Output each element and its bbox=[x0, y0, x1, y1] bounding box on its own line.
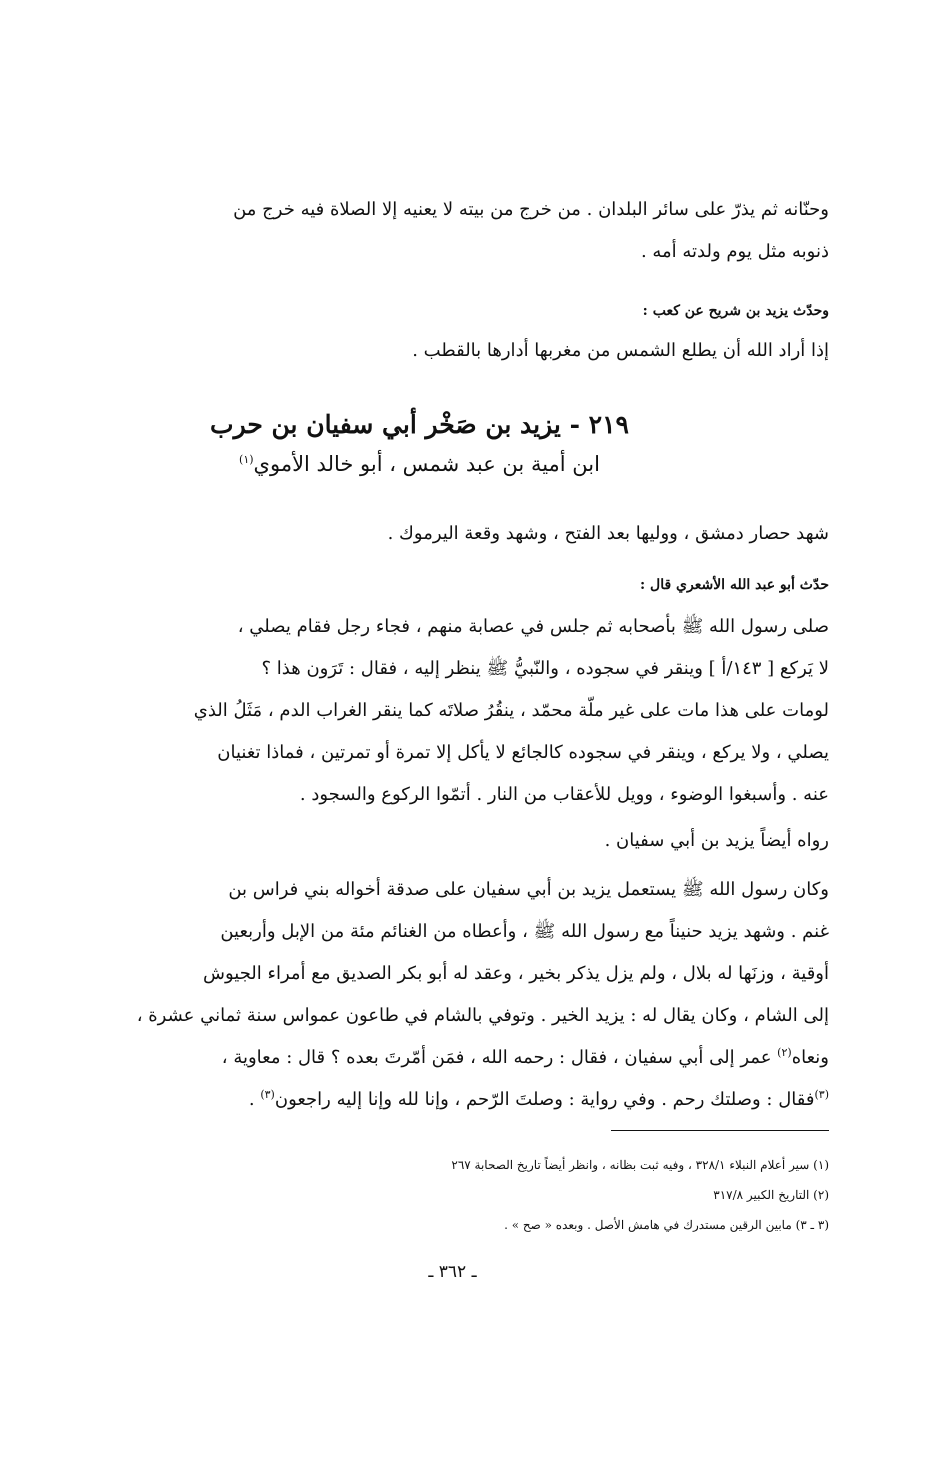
paragraph-text: عمر إلى أبي سفيان ، فقال : رحمه الله ، فمَن أمّرتَ بعده ؟ قال : معاوية ، bbox=[221, 1047, 778, 1068]
footnote: (٢) التاريخ الكبير ٣١٧/٨ bbox=[713, 1188, 829, 1202]
quote-line: إذا أراد الله أن يطلع الشمس من مغربها أدارها بالقطب . bbox=[412, 340, 829, 361]
paragraph-line: وحنّانه ثم يذرّ على سائر البلدان . من خرج من بيته لا يعنيه إلا الصلاة فيه خرج من bbox=[233, 199, 829, 220]
paragraph-text: فقال : وصلتك رحم . وفي رواية : وصلتَ الرّحم ، وإنا لله وإنا إليه راجعون bbox=[274, 1089, 815, 1110]
isnad-line: وحدّث يزيد بن شريح عن كعب : bbox=[642, 303, 829, 319]
footnote: (١) سير أعلام النبلاء ٣٢٨/١ ، وفيه ثبت بظانه ، وانظر أيضاً تاريخ الصحابة ٢٦٧ bbox=[451, 1158, 829, 1172]
footnote: (٣ ـ ٣) مابين الرقين مستدرك في هامش الأصل . وبعده « صح » . bbox=[504, 1218, 829, 1232]
top-paragraph bbox=[137, 189, 829, 273]
hadith-paragraph bbox=[137, 606, 829, 816]
closing-paragraph bbox=[137, 869, 829, 1121]
riwaya-line: رواه أيضاً يزيد بن أبي سفيان . bbox=[604, 830, 829, 851]
paragraph-text: . bbox=[248, 1089, 261, 1110]
footnote-marker: (٣) bbox=[260, 1088, 275, 1101]
paragraph-line bbox=[137, 1037, 829, 1079]
entry-subtitle bbox=[120, 452, 719, 476]
paragraph-line: عنه . وأسبغوا الوضوء ، وويل للأعقاب من النار . أتمّوا الركوع والسجود . bbox=[299, 784, 829, 805]
entry-subtitle-text: ابن أمية بن عبد شمس ، أبو خالد الأموي bbox=[253, 452, 600, 476]
paragraph-text: ونعاه bbox=[791, 1047, 829, 1068]
entry-title: ٢١٩ - يزيد بن صَخْر أبي سفيان بن حرب bbox=[210, 410, 629, 439]
paragraph-line: يصلي ، ولا يركع ، وينقر في سجوده كالجائع لا يأكل إلا تمرة أو تمرتين ، فماذا تغنيان bbox=[217, 742, 829, 763]
paragraph-line: صلى رسول الله ﷺ بأصحابه ثم جلس في عصابة منهم ، فجاء رجل فقام يصلي ، bbox=[237, 616, 829, 637]
paragraph-line: وكان رسول الله ﷺ يستعمل يزيد بن أبي سفيان على صدقة أخواله بني فراس بن bbox=[228, 879, 829, 900]
footnotes bbox=[137, 1150, 829, 1240]
footnote-divider bbox=[611, 1130, 829, 1131]
isnad-line: حدّث أبو عبد الله الأشعري قال : bbox=[639, 577, 829, 593]
paragraph-line: لومات على هذا مات على غير ملّة محمّد ، ينقُرُ صلاتَه كما ينقر الغراب الدم ، مَثَلُ الذي bbox=[193, 700, 829, 721]
paragraph-line bbox=[137, 1079, 829, 1121]
paragraph-line: لا يَركع [ ١٤٣/أ ] وينقر في سجوده ، والنّبيُّ ﷺ ينظر إليه ، فقال : تَرَون هذا ؟ bbox=[261, 658, 829, 679]
paragraph-line: أوقية ، وزنَها له بلال ، ولم يزل يذكر بخير ، وعقد له أبو بكر الصديق مع أمراء الجيوش bbox=[202, 963, 829, 984]
footnote-marker: (٣) bbox=[814, 1088, 829, 1101]
paragraph-line: إلى الشام ، وكان يقال له : يزيد الخير . وتوفي بالشام في طاعون عمواس سنة ثماني عشرة ، bbox=[137, 1005, 829, 1026]
footnote-marker: (٢) bbox=[777, 1046, 792, 1059]
bio-line: شهد حصار دمشق ، ووليها بعد الفتح ، وشهد وقعة اليرموك . bbox=[387, 523, 829, 544]
footnote-marker: (١) bbox=[239, 453, 254, 466]
paragraph-line: ذنوبه مثل يوم ولدته أمه . bbox=[640, 241, 829, 262]
page-number: ـ ٣٦٢ ـ bbox=[428, 1262, 477, 1282]
paragraph-line: غنم . وشهد يزيد حنيناً مع رسول الله ﷺ ، وأعطاه من الغنائم مئة من الإبل وأربعين bbox=[220, 921, 829, 942]
